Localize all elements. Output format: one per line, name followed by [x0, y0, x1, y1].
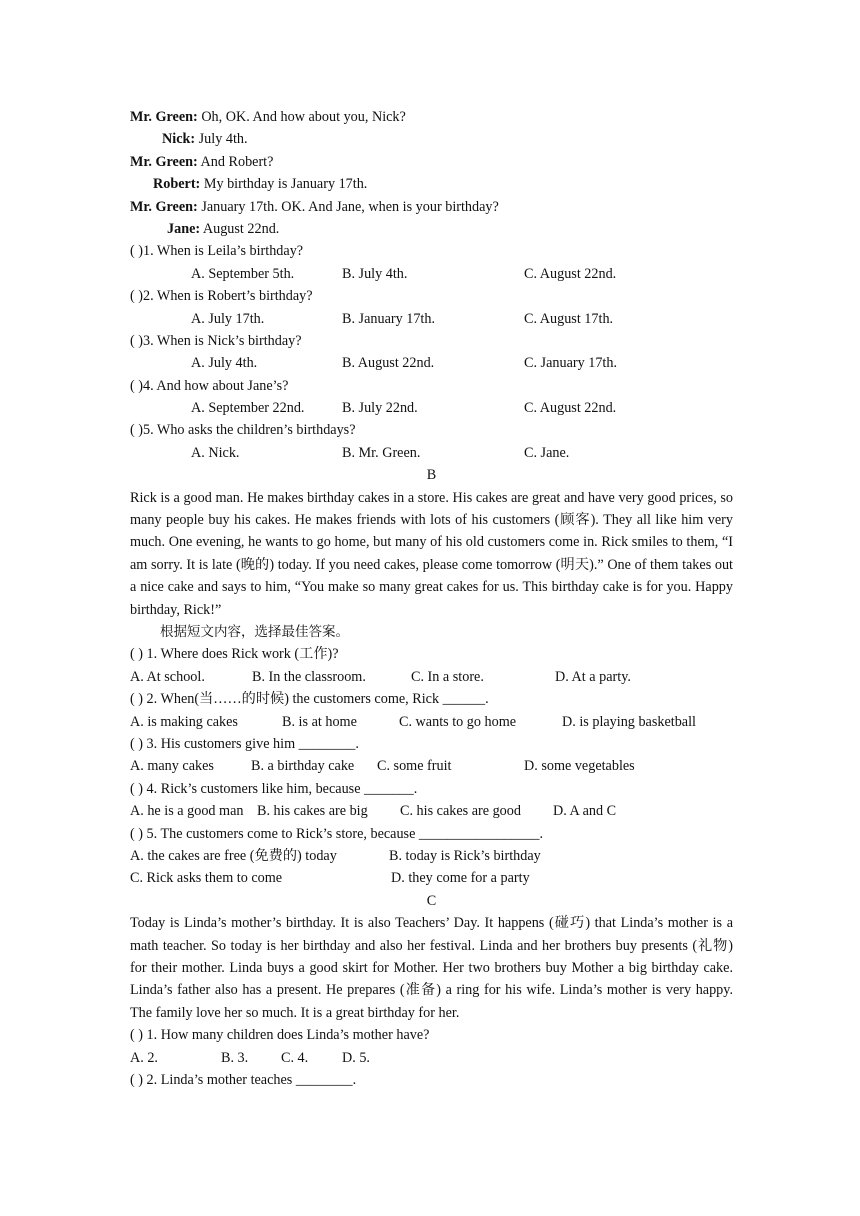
option-c: C. 4. [281, 1049, 309, 1066]
option-b: B. August 22nd. [342, 355, 435, 372]
question: ( ) 2. When(当……的时候) the customers come, Rick ______. [130, 691, 489, 708]
options-row [130, 1047, 733, 1069]
question: ( )5. Who asks the children’s birthdays? [130, 422, 356, 439]
option-a: A. is making cakes [130, 713, 238, 730]
option-c: C. his cakes are good [400, 803, 521, 820]
options-row [130, 755, 733, 777]
option-d: D. 5. [342, 1049, 370, 1066]
dialogue-text: July 4th. [195, 131, 248, 148]
question: ( )1. When is Leila’s birthday? [130, 243, 304, 260]
option-a: A. September 5th. [191, 265, 295, 282]
dialogue-line [130, 196, 733, 218]
options-row [130, 263, 733, 285]
option-a: A. he is a good man [130, 803, 244, 820]
dialogue-text: And Robert? [197, 153, 274, 170]
option-a: A. At school. [130, 668, 205, 685]
option-c: C. January 17th. [524, 355, 617, 372]
option-d: D. some vegetables [524, 758, 635, 775]
option-b: B. 3. [221, 1049, 249, 1066]
dialogue-line [130, 151, 733, 173]
options-row [130, 800, 733, 822]
option-b: B. Mr. Green. [342, 444, 421, 461]
option-b: B. January 17th. [342, 310, 435, 327]
question: ( )4. And how about Jane’s? [130, 377, 289, 394]
option-a: A. July 17th. [191, 310, 265, 327]
options-row [130, 666, 733, 688]
section-a-questions [130, 240, 733, 464]
option-a: A. Nick. [191, 444, 240, 461]
dialogue-line [130, 173, 733, 195]
speaker: Nick: [162, 131, 196, 148]
dialogue-line [130, 128, 733, 150]
speaker: Mr. Green: [130, 109, 198, 125]
question: ( ) 3. His customers give him ________. [130, 736, 359, 753]
section-c-passage: Today is Linda’s mother’s birthday. It is also Teachers’ Day. It happens (碰巧) that Linda’s mother is a math teacher. So today is her birthday and also her festival. Linda and her brothers buy presents (礼物) for their mother. Linda buys a good skirt for Mother. Her two brothers buy Mother a big birthday cake. Linda’s father also has a present. He prepares (准备) a ring for his wife. Linda’s mother is very happy. The family love her so much. It is a great birthday for her. [130, 915, 733, 1021]
options-row [130, 867, 733, 889]
option-a: A. the cakes are free (免费的) today [130, 847, 337, 864]
option-b: B. a birthday cake [251, 758, 355, 775]
dialogue-text: August 22nd. [200, 220, 280, 237]
question: ( )2. When is Robert’s birthday? [130, 288, 313, 305]
question: ( ) 1. Where does Rick work (工作)? [130, 646, 339, 663]
speaker: Robert: [153, 176, 201, 193]
options-row [130, 308, 733, 330]
options-row [130, 352, 733, 374]
dialogue-text: Oh, OK. And how about you, Nick? [197, 109, 406, 125]
options-row [130, 442, 733, 464]
speaker: Mr. Green: [130, 198, 198, 215]
question: ( ) 1. How many children does Linda’s mother have? [130, 1027, 430, 1044]
option-c: C. Jane. [524, 444, 570, 461]
option-c: C. wants to go home [399, 713, 517, 730]
option-a: A. 2. [130, 1049, 158, 1066]
options-row [130, 845, 733, 867]
section-b-instruction: 根据短文内容，选择最佳答案。 [160, 624, 349, 641]
option-c: C. In a store. [411, 668, 484, 685]
option-d: D. A and C [553, 803, 617, 820]
speaker: Mr. Green: [130, 153, 198, 170]
option-b: B. In the classroom. [252, 668, 366, 685]
option-c: C. Rick asks them to come [130, 870, 283, 887]
option-b: B. July 22nd. [342, 400, 418, 417]
section-b-passage: Rick is a good man. He makes birthday cakes in a store. His cakes are great and have very good prices, so many people buy his cakes. He makes friends with lots of his customers (顾客). They all like him very much. One evening, he wants to go home, but many of his old customers come in. Rick smiles to them, “I am sorry. It is late (晚的) today. If you need cakes, please come tomorrow (明天).” One of them takes out a nice cake and says to him, “You make so many great cakes for us. This birthday cake is for you. Happy birthday, Rick!” [130, 489, 733, 618]
option-c: C. August 22nd. [524, 400, 617, 417]
dialogue [130, 106, 733, 240]
option-c: C. August 22nd. [524, 265, 617, 282]
question: ( ) 5. The customers come to Rick’s store, because _________________. [130, 825, 544, 842]
option-a: A. July 4th. [191, 355, 258, 372]
options-row [130, 397, 733, 419]
option-c: C. August 17th. [524, 310, 614, 327]
options-row [130, 711, 733, 733]
option-d: D. At a party. [555, 668, 631, 685]
dialogue-text: January 17th. OK. And Jane, when is your birthday? [197, 198, 499, 215]
question: ( ) 2. Linda’s mother teaches ________. [130, 1071, 357, 1088]
question: ( )3. When is Nick’s birthday? [130, 332, 302, 349]
section-b-heading: B [426, 467, 437, 484]
option-c: C. some fruit [377, 758, 452, 775]
option-b: B. is at home [282, 713, 357, 730]
worksheet-page [130, 106, 733, 1091]
option-a: A. September 22nd. [191, 400, 305, 417]
option-b: B. July 4th. [342, 265, 408, 282]
option-b: B. today is Rick’s birthday [389, 847, 541, 864]
question: ( ) 4. Rick’s customers like him, because _______. [130, 780, 418, 797]
option-d: D. they come for a party [391, 870, 530, 887]
section-c-heading: C [426, 892, 437, 909]
option-d: D. is playing basketball [562, 713, 696, 730]
option-a: A. many cakes [130, 758, 214, 775]
dialogue-line [130, 218, 733, 240]
dialogue-line [130, 106, 733, 128]
option-b: B. his cakes are big [257, 803, 368, 820]
speaker: Jane: [167, 220, 201, 237]
dialogue-text: My birthday is January 17th. [200, 176, 368, 193]
